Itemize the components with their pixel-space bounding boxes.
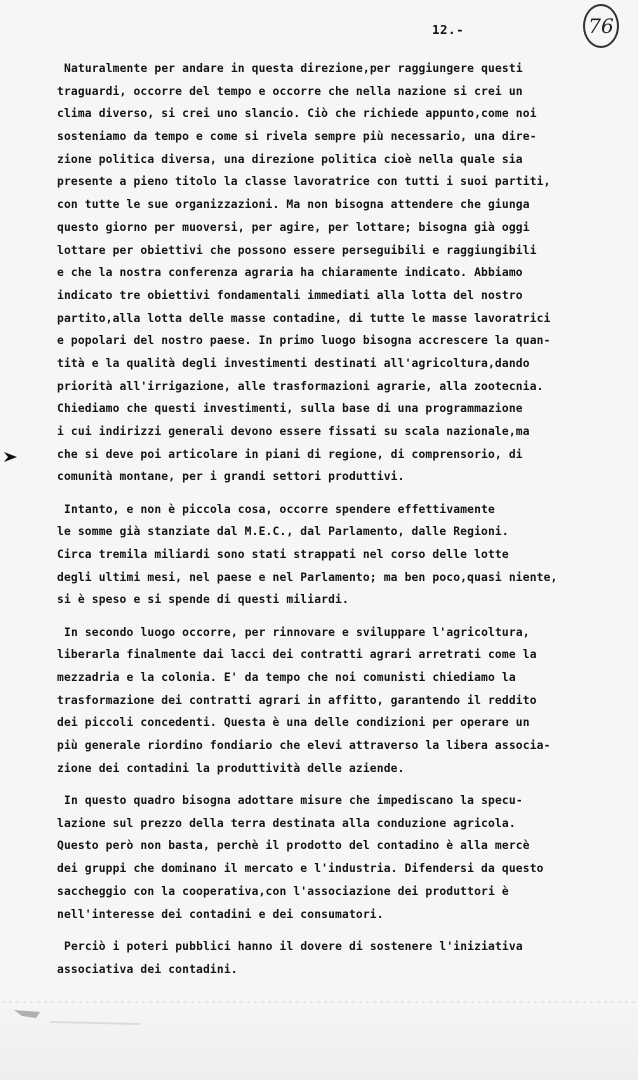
text-line: Intanto, e non è piccola cosa, occorre spendere effettivamente bbox=[64, 502, 495, 516]
paragraph bbox=[57, 622, 597, 781]
text-line: associativa dei contadini. bbox=[57, 962, 238, 976]
text-line: e popolari del nostro paese. In primo luogo bisogna accrescere la quan- bbox=[57, 334, 551, 348]
text-line: zione dei contadini la produttività delle aziende. bbox=[57, 761, 405, 775]
document-body bbox=[57, 58, 597, 991]
text-line: Questo però non basta, perchè il prodotto del contadino è alla mercè bbox=[57, 839, 530, 853]
text-line: partito,alla lotta delle masse contadine, di tutte le masse lavoratrici bbox=[57, 311, 551, 325]
scan-smudge-mark bbox=[10, 1002, 150, 1036]
text-line: traguardi, occorre del tempo e occorre che nella nazione si crei un bbox=[57, 84, 523, 98]
text-line: Naturalmente per andare in questa direzione,per raggiungere questi bbox=[64, 62, 523, 75]
text-line: presente a pieno titolo la classe lavoratrice con tutti i suoi partiti, bbox=[57, 175, 551, 189]
text-line: trasformazione dei contratti agrari in affitto, garantendo il reddito bbox=[57, 693, 537, 707]
text-line: zione politica diversa, una direzione politica cioè nella quale sia bbox=[57, 152, 523, 166]
text-line: dei piccoli concedenti. Questa è una delle condizioni per operare un bbox=[57, 716, 530, 730]
text-line: lottare per obiettivi che possono essere perseguibili e raggiungibili bbox=[57, 243, 537, 257]
text-line: le somme già stanziate dal M.E.C., dal Parlamento, dalle Regioni. bbox=[57, 525, 509, 539]
text-line: degli ultimi mesi, nel paese e nel Parlamento; ma ben poco,quasi niente, bbox=[57, 570, 558, 584]
text-line: con tutte le sue organizzazioni. Ma non bisogna attendere che giunga bbox=[57, 198, 530, 212]
text-line: comunità montane, per i grandi settori produttivi. bbox=[57, 470, 405, 484]
text-line: In questo quadro bisogna adottare misure che impediscano la specu- bbox=[64, 794, 523, 808]
text-line: dei gruppi che dominano il mercato e l'industria. Difendersi da questo bbox=[57, 862, 544, 876]
text-line: liberarla finalmente dai lacci dei contratti agrari arretrati come la bbox=[57, 648, 537, 662]
paragraph bbox=[57, 58, 597, 489]
text-line: sosteniamo da tempo e come si rivela sempre più necessario, una dire- bbox=[57, 130, 537, 144]
paragraph bbox=[57, 499, 597, 612]
page-number: 12.- bbox=[432, 22, 465, 37]
text-line: clima diverso, si crei uno slancio. Ciò che richiede appunto,come noi bbox=[57, 107, 537, 121]
circled-page-annotation: 76 bbox=[583, 4, 619, 48]
text-line: In secondo luogo occorre, per rinnovare e sviluppare l'agricoltura, bbox=[64, 625, 530, 639]
text-line: più generale riordino fondiario che elevi attraverso la libera associa- bbox=[57, 739, 551, 753]
text-line: tità e la qualità degli investimenti destinati all'agricoltura,dando bbox=[57, 356, 530, 370]
text-line: priorità all'irrigazione, alle trasformazioni agrarie, alla zootecnia. bbox=[57, 379, 544, 393]
text-line: e che la nostra conferenza agraria ha chiaramente indicato. Abbiamo bbox=[57, 266, 523, 280]
text-line: mezzadria e la colonia. E' da tempo che noi comunisti chiediamo la bbox=[57, 671, 516, 685]
text-line: nell'interesse dei contadini e dei consumatori. bbox=[57, 907, 384, 921]
text-line: lazione sul prezzo della terra destinata alla conduzione agricola. bbox=[57, 816, 516, 830]
paragraph bbox=[57, 790, 597, 926]
text-line: indicato tre obiettivi fondamentali immediati alla lotta del nostro bbox=[57, 288, 523, 302]
margin-arrow-mark bbox=[3, 450, 19, 464]
text-line: che si deve poi articolare in piani di regione, di comprensorio, di bbox=[57, 447, 523, 461]
text-line: Circa tremila miliardi sono stati strappati nel corso delle lotte bbox=[57, 548, 509, 562]
text-line: Perciò i poteri pubblici hanno il dovere di sostenere l'iniziativa bbox=[64, 939, 523, 953]
text-line: questo giorno per muoversi, per agire, per lottare; bisogna già oggi bbox=[57, 220, 530, 234]
paragraph bbox=[57, 936, 597, 981]
text-line: Chiediamo che questi investimenti, sulla base di una programmazione bbox=[57, 402, 523, 416]
text-line: i cui indirizzi generali devono essere fissati su scala nazionale,ma bbox=[57, 425, 530, 438]
text-line: saccheggio con la cooperativa,con l'associazione dei produttori è bbox=[57, 884, 509, 898]
text-line: si è speso e si spende di questi miliardi. bbox=[57, 593, 349, 607]
